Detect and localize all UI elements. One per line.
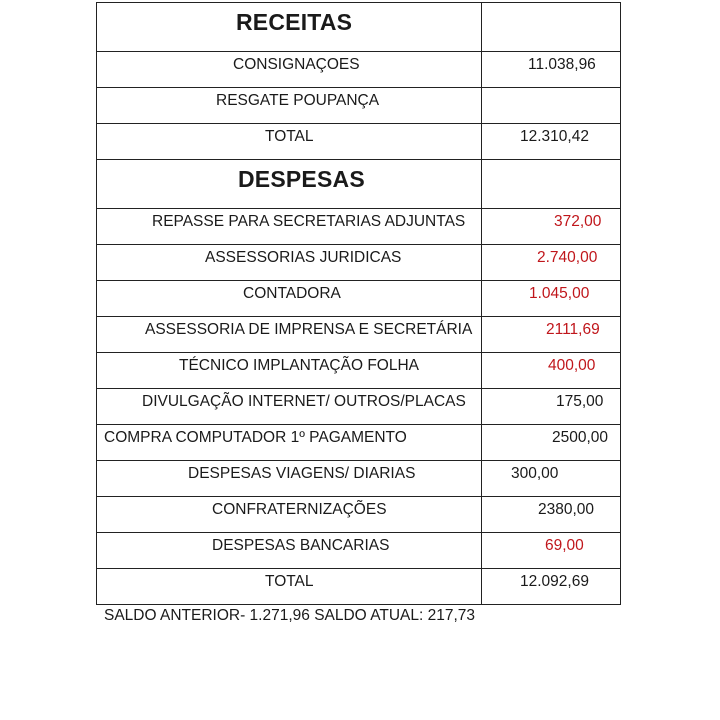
row-label: DIVULGAÇÃO INTERNET/ OUTROS/PLACAS [142,393,466,410]
row-value: 69,00 [545,537,584,554]
row-value: 2500,00 [552,429,609,446]
row-value: 12.092,69 [520,573,589,590]
row-value: 175,00 [556,393,604,410]
row-label: ASSESSORIA DE IMPRENSA E SECRETÁRIA [145,321,473,338]
row-label: CONTADORA [243,285,341,302]
table-row [97,497,621,533]
despesas-heading-cell [97,160,482,209]
row-label: TÉCNICO IMPLANTAÇÃO FOLHA [179,357,419,374]
row-label: ASSESSORIAS JURIDICAS [205,249,402,266]
balance-summary: SALDO ANTERIOR- 1.271,96 SALDO ATUAL: 217,73 [104,607,476,624]
row-value: 2.740,00 [537,249,598,266]
table-row [97,124,621,160]
report-table [96,2,621,605]
finance-report [96,2,620,605]
row-label: CONSIGNAÇOES [233,56,360,73]
row-label: CONFRATERNIZAÇÕES [212,501,387,518]
row-label: DESPESAS VIAGENS/ DIARIAS [188,465,416,482]
receitas-heading: RECEITAS [236,9,353,35]
receitas-heading-row [97,3,621,52]
table-row [97,281,621,317]
table-row [97,317,621,353]
row-label: DESPESAS BANCARIAS [212,537,390,554]
table-row [97,533,621,569]
row-value: 400,00 [548,357,596,374]
row-label: RESGATE POUPANÇA [216,92,380,109]
despesas-heading-row [97,160,621,209]
table-row [97,88,621,124]
despesas-heading: DESPESAS [238,166,365,192]
row-value: 2380,00 [538,501,595,518]
receitas-heading-value-cell [482,3,621,52]
row-value: 372,00 [554,213,602,230]
table-row [97,425,621,461]
table-row [97,209,621,245]
table-row [97,52,621,88]
row-value [482,88,620,93]
row-value: 1.045,00 [529,285,590,302]
row-value: 300,00 [511,465,559,482]
row-label: TOTAL [265,573,314,590]
despesas-heading-value-cell [482,160,621,209]
table-row [97,569,621,605]
row-label: REPASSE PARA SECRETARIAS ADJUNTAS [152,213,466,230]
table-row [97,353,621,389]
table-row [97,461,621,497]
row-value: 12.310,42 [520,128,589,145]
row-value: 11.038,96 [528,56,596,73]
row-value: 2111,69 [546,321,600,338]
table-row [97,389,621,425]
row-label: TOTAL [265,128,314,145]
receitas-heading-cell [97,3,482,52]
row-label: COMPRA COMPUTADOR 1º PAGAMENTO [104,429,407,446]
table-row [97,245,621,281]
